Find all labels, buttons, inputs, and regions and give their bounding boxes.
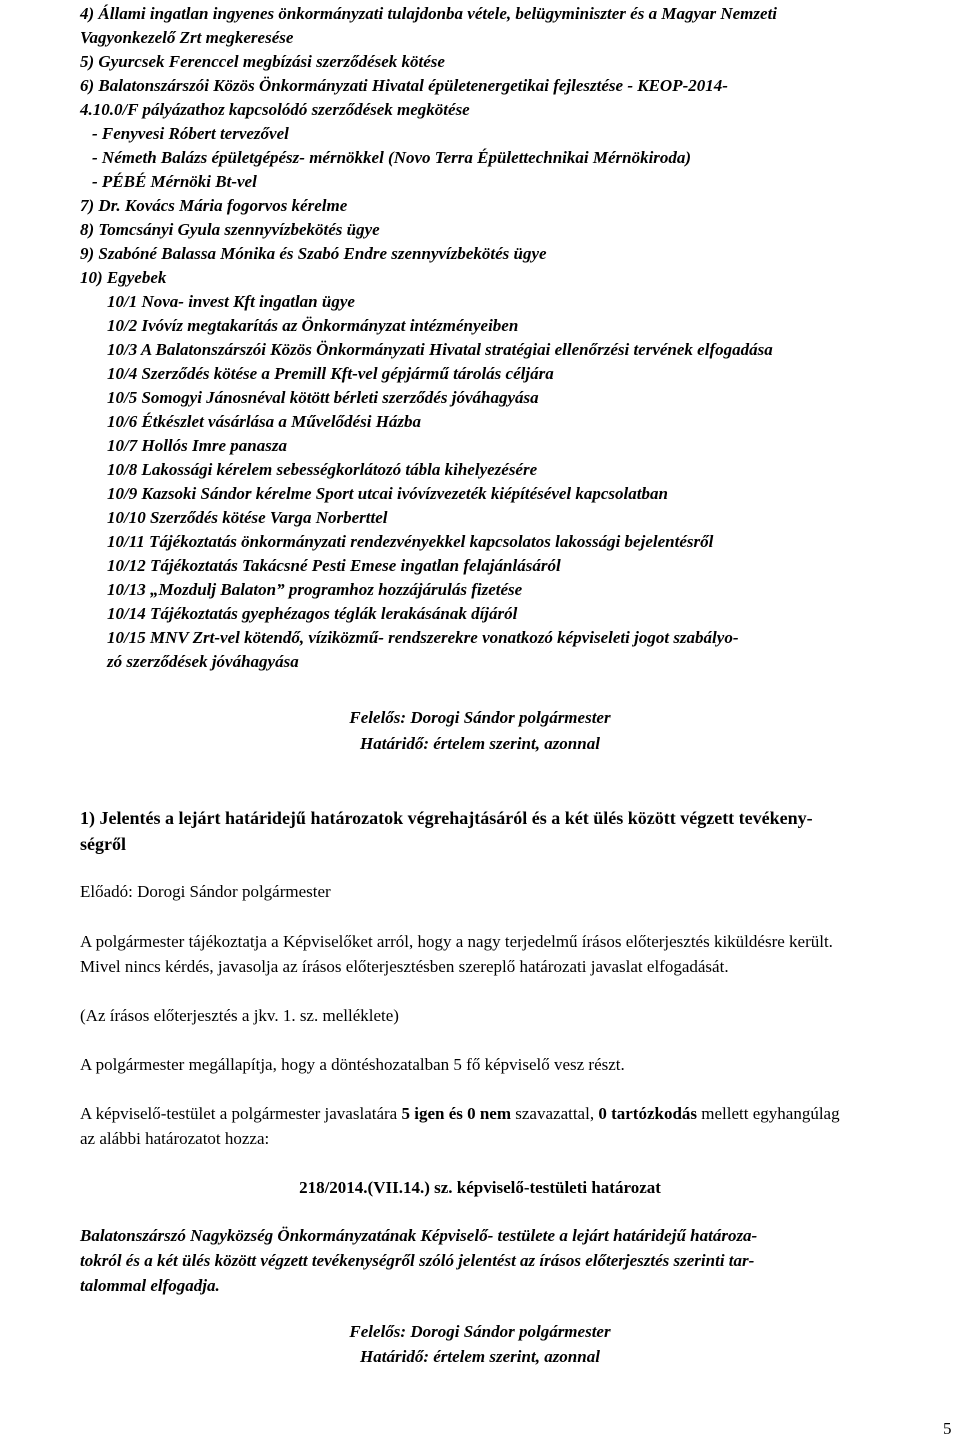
agenda-item-7: 7) Dr. Kovács Mária fogorvos kérelme xyxy=(80,196,348,215)
paragraph-cont: Mivel nincs kérdés, javasolja az írásos előterjesztésben szereplő határozati javaslat elfogadását. xyxy=(80,957,729,976)
resolution-text: Balatonszárszó Nagyközség Önkormányzatának Képviselő- testülete a lejárt határidejű határoza- xyxy=(80,1226,758,1245)
deadline-line: Határidő: értelem szerint, azonnal xyxy=(360,1347,600,1366)
agenda-item-9: 9) Szabóné Balassa Mónika és Szabó Endre szennyvízbekötés ügye xyxy=(80,244,547,263)
agenda-subitem: 10/11 Tájékoztatás önkormányzati rendezvényekkel kapcsolatos lakossági bejelentésről xyxy=(107,532,714,551)
vote-count: 5 igen és 0 nem xyxy=(401,1104,512,1123)
agenda-subitem: 10/4 Szerződés kötése a Premill Kft-vel gépjármű tárolás céljára xyxy=(107,364,554,383)
agenda-item-10: 10) Egyebek xyxy=(80,268,167,287)
agenda-subitem: 10/13 „Mozdulj Balaton” programhoz hozzájárulás fizetése xyxy=(107,580,523,599)
agenda-subitem: 10/12 Tájékoztatás Takácsné Pesti Emese ingatlan felajánlásáról xyxy=(107,556,561,575)
agenda-subitem: 10/14 Tájékoztatás gyephézagos téglák lerakásának díjáról xyxy=(107,604,518,623)
presenter-line: Előadó: Dorogi Sándor polgármester xyxy=(80,882,331,901)
vote-statement xyxy=(80,1102,840,1126)
section-heading-cont: ségről xyxy=(80,834,126,854)
vote-text: szavazattal, xyxy=(511,1104,599,1123)
agenda-subitem: 10/8 Lakossági kérelem sebességkorlátozó tábla kihelyezésére xyxy=(107,460,538,479)
agenda-item-4: 4) Állami ingatlan ingyenes önkormányzati tulajdonba vétele, belügyminiszter és a Magyar Nemzeti xyxy=(80,4,778,23)
attachment-note: (Az írásos előterjesztés a jkv. 1. sz. melléklete) xyxy=(80,1006,399,1025)
agenda-subitem: - Fenyvesi Róbert tervezővel xyxy=(92,124,289,143)
vote-statement-cont: az alábbi határozatot hozza: xyxy=(80,1129,270,1148)
agenda-item-6: 6) Balatonszárszói Közös Önkormányzati Hivatal épületenergetikai fejlesztése - KEOP-2014- xyxy=(80,76,728,95)
agenda-subitem: 10/6 Étkészlet vásárlása a Művelődési Házba xyxy=(107,412,422,431)
deadline-line: Határidő: értelem szerint, azonnal xyxy=(360,734,600,753)
agenda-subitem: 10/10 Szerződés kötése Varga Norberttel xyxy=(107,508,388,527)
agenda-subitem: - Németh Balázs épületgépész- mérnökkel (Novo Terra Épülettechnikai Mérnökiroda) xyxy=(92,148,692,167)
agenda-item-6-cont: 4.10.0/F pályázathoz kapcsolódó szerződések megkötése xyxy=(80,100,470,119)
resolution-number: 218/2014.(VII.14.) sz. képviselő-testületi határozat xyxy=(299,1178,661,1197)
resolution-text: talommal elfogadja. xyxy=(80,1276,220,1295)
page-number: 5 xyxy=(943,1419,952,1438)
agenda-item-5: 5) Gyurcsek Ferenccel megbízási szerződések kötése xyxy=(80,52,445,71)
agenda-subitem: - PÉBÉ Mérnöki Bt-vel xyxy=(92,172,257,191)
agenda-item-8: 8) Tomcsányi Gyula szennyvízbekötés ügye xyxy=(80,220,380,239)
resolution-text: tokról és a két ülés között végzett tevékenységről szóló jelentést az írásos előterjesztés szerinti tar- xyxy=(80,1251,755,1270)
responsible-line: Felelős: Dorogi Sándor polgármester xyxy=(349,708,611,727)
agenda-subitem: 10/3 A Balatonszárszói Közös Önkormányzati Hivatal stratégiai ellenőrzési tervének elfogadása xyxy=(107,340,773,359)
agenda-subitem: 10/7 Hollós Imre panasza xyxy=(107,436,287,455)
agenda-item-4-cont: Vagyonkezelő Zrt megkeresése xyxy=(80,28,294,47)
abstention-count: 0 tartózkodás xyxy=(598,1104,698,1123)
agenda-subitem: 10/9 Kazsoki Sándor kérelme Sport utcai ivóvízvezeték kiépítésével kapcsolatban xyxy=(107,484,668,503)
responsible-line: Felelős: Dorogi Sándor polgármester xyxy=(349,1322,611,1341)
agenda-subitem: 10/1 Nova- invest Kft ingatlan ügye xyxy=(107,292,355,311)
agenda-subitem: 10/2 Ivóvíz megtakarítás az Önkormányzat intézményeiben xyxy=(107,316,519,335)
paragraph: A polgármester tájékoztatja a Képviselőket arról, hogy a nagy terjedelmű írásos előterjesztés kiküldésre került. xyxy=(80,932,833,951)
vote-text: A képviselő-testület a polgármester javaslatára xyxy=(80,1104,402,1123)
agenda-subitem: 10/5 Somogyi Jánosnéval kötött bérleti szerződés jóváhagyása xyxy=(107,388,539,407)
vote-text: mellett egyhangúlag xyxy=(697,1104,840,1123)
quorum-statement: A polgármester megállapítja, hogy a döntéshozatalban 5 fő képviselő vesz részt. xyxy=(80,1055,625,1074)
agenda-subitem-cont: zó szerződések jóváhagyása xyxy=(107,652,299,671)
section-heading: 1) Jelentés a lejárt határidejű határozatok végrehajtásáról és a két ülés között végzett tevékeny- xyxy=(80,808,813,828)
agenda-subitem: 10/15 MNV Zrt-vel kötendő, víziközmű- rendszerekre vonatkozó képviseleti jogot szabályo- xyxy=(107,628,739,647)
